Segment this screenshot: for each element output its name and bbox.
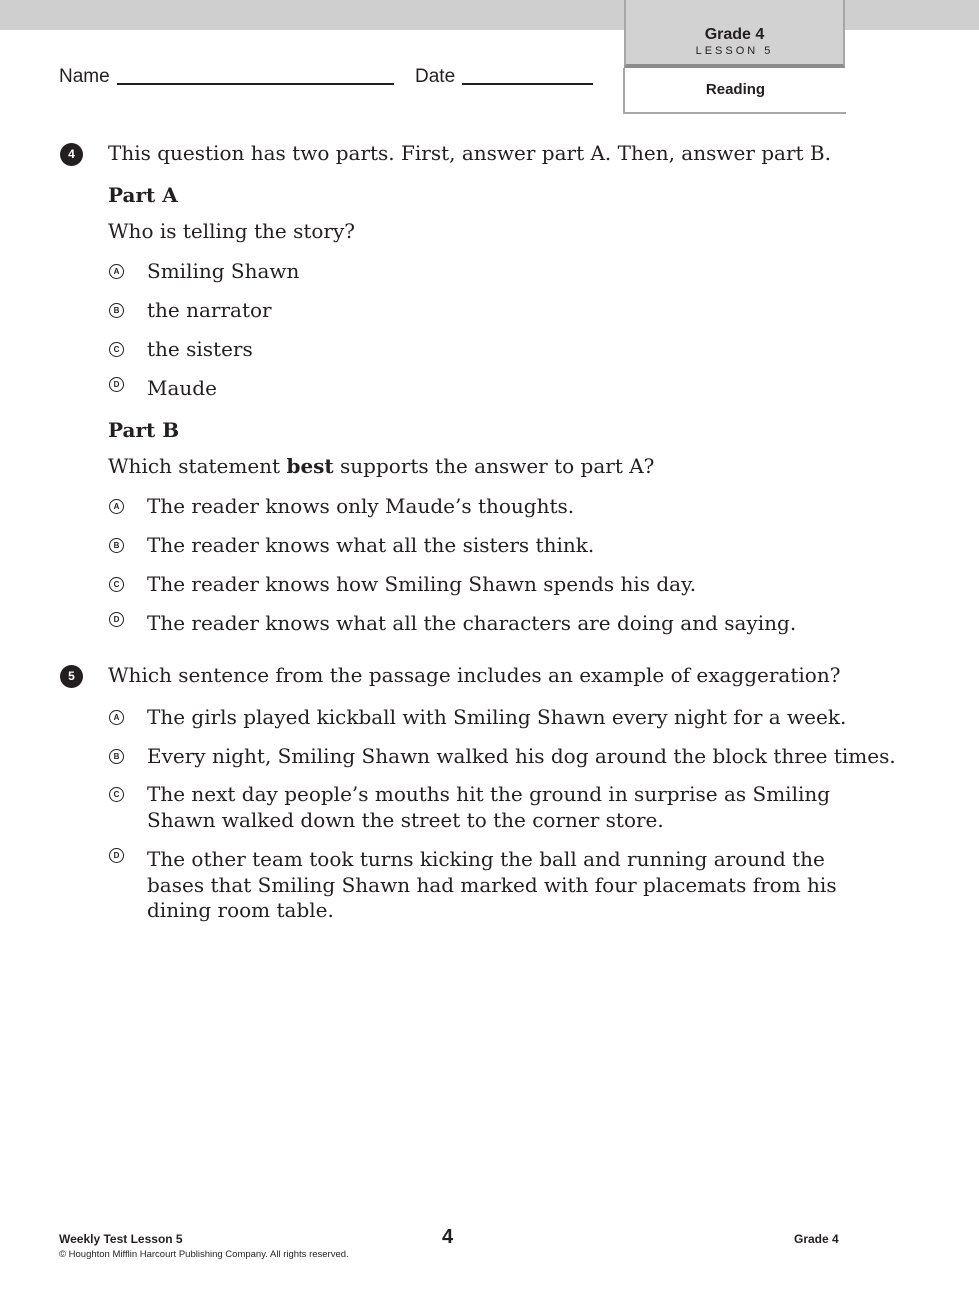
answer-bubble[interactable]: C	[109, 787, 124, 802]
option-text: Smiling Shawn	[147, 259, 300, 283]
part-b-label: Part B	[108, 418, 180, 442]
answer-bubble[interactable]: C	[109, 342, 124, 357]
name-label: Name	[59, 66, 110, 87]
question-number-4: 4	[60, 143, 83, 166]
answer-bubble[interactable]: C	[109, 577, 124, 592]
part-b-question-end: supports the answer to part A?	[333, 454, 655, 478]
answer-bubble[interactable]: D	[109, 612, 124, 627]
name-line[interactable]	[117, 83, 394, 85]
question-number-5: 5	[60, 665, 83, 688]
option-text-line-2: bases that Smiling Shawn had marked with four placemats from his	[147, 873, 837, 897]
footer-test-name: Weekly Test Lesson 5	[59, 1232, 183, 1246]
date-label: Date	[415, 66, 456, 87]
footer-copyright: © Houghton Mifflin Harcourt Publishing Company. All rights reserved.	[59, 1249, 349, 1260]
question-5-prompt: Which sentence from the passage includes an example of exaggeration?	[108, 663, 841, 687]
answer-bubble[interactable]: A	[109, 264, 124, 279]
part-b-question-emphasis: best	[286, 454, 334, 478]
answer-bubble[interactable]: A	[109, 499, 124, 514]
answer-bubble[interactable]: D	[109, 377, 124, 392]
option-text: Maude	[147, 376, 217, 400]
date-line[interactable]	[462, 83, 593, 85]
footer-grade: Grade 4	[794, 1232, 839, 1246]
subject-label: Reading	[623, 68, 846, 114]
part-b-question-start: Which statement	[108, 454, 287, 478]
option-text: The reader knows how Smiling Shawn spends his day.	[147, 572, 697, 596]
answer-bubble[interactable]: B	[109, 538, 124, 553]
answer-bubble[interactable]: B	[109, 749, 124, 764]
option-text: the narrator	[147, 298, 272, 322]
part-a-label: Part A	[108, 183, 178, 207]
option-text: Every night, Smiling Shawn walked his dog around the block three times.	[147, 744, 896, 768]
name-field[interactable]	[59, 66, 110, 88]
option-text: The reader knows only Maude’s thoughts.	[147, 494, 575, 518]
option-text-line-3: dining room table.	[147, 898, 334, 922]
grade-lesson-box	[624, 0, 845, 68]
page-number: 4	[442, 1226, 454, 1248]
option-text-line-1: The other team took turns kicking the ball and running around the	[147, 847, 825, 871]
answer-bubble[interactable]: D	[109, 848, 124, 863]
question-4-prompt: This question has two parts. First, answer part A. Then, answer part B.	[108, 141, 831, 165]
option-text: The reader knows what all the characters are doing and saying.	[147, 611, 797, 635]
lesson-label: LESSON 5	[695, 45, 774, 57]
grade-label: Grade 4	[704, 26, 765, 43]
date-field[interactable]	[415, 66, 455, 88]
answer-bubble[interactable]: B	[109, 303, 124, 318]
option-text-line-1: The next day people’s mouths hit the ground in surprise as Smiling	[147, 782, 831, 806]
answer-bubble[interactable]: A	[109, 710, 124, 725]
option-text: The girls played kickball with Smiling Shawn every night for a week.	[147, 705, 847, 729]
part-a-question: Who is telling the story?	[108, 219, 355, 243]
option-text: The reader knows what all the sisters think.	[147, 533, 595, 557]
part-b-question	[108, 453, 654, 479]
option-text-line-2: Shawn walked down the street to the corner store.	[147, 808, 664, 832]
option-text: the sisters	[147, 337, 253, 361]
